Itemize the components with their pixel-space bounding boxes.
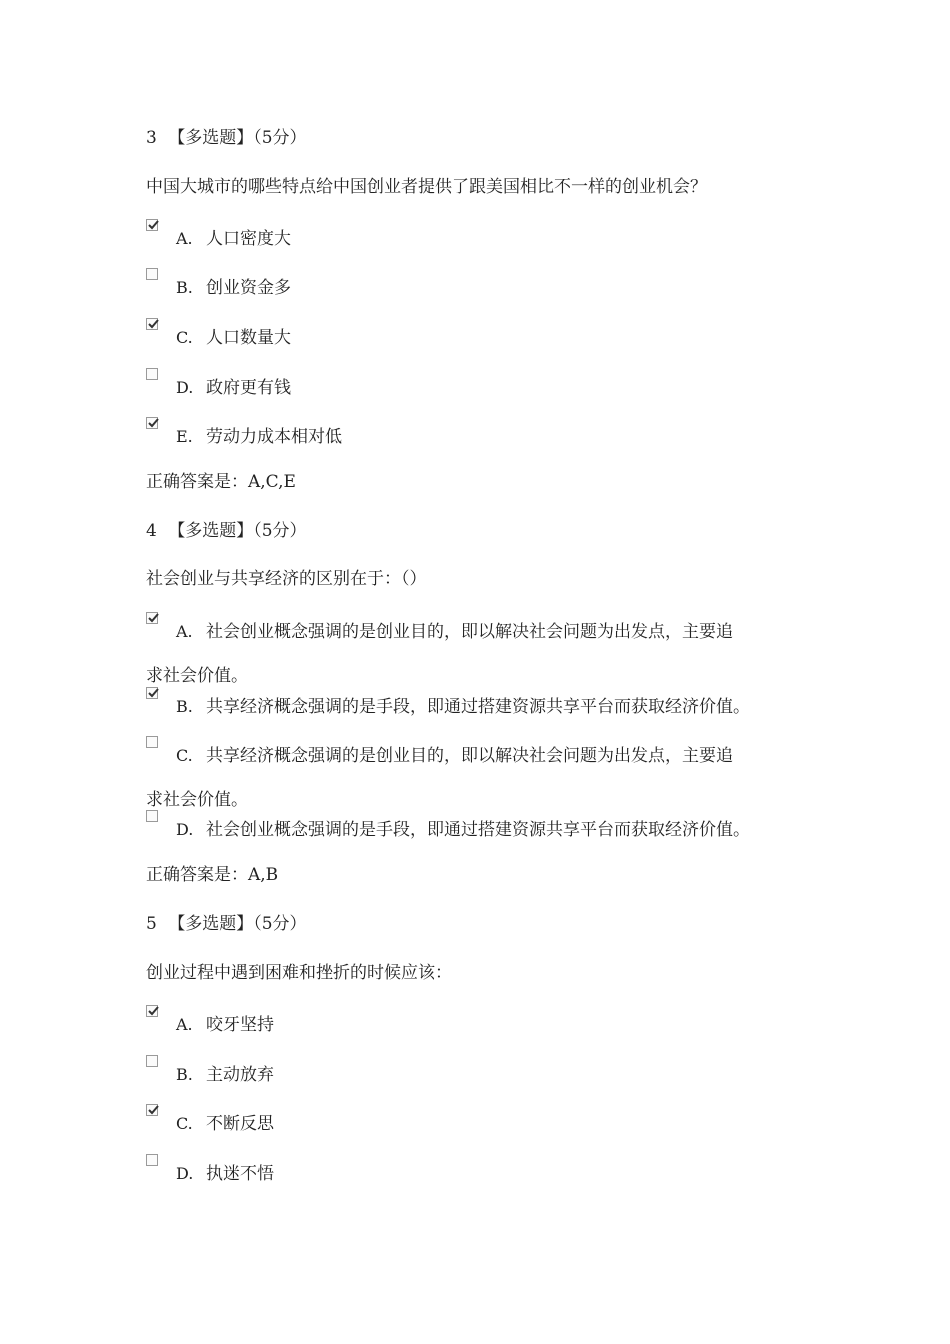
option-letter: A.: [176, 229, 193, 248]
option-letter: D.: [176, 820, 194, 839]
checkmark-icon: [147, 417, 160, 429]
checkmark-icon: [147, 1104, 160, 1116]
question-score: （5分）: [253, 521, 307, 541]
correct-answer: 正确答案是：A,B: [146, 865, 279, 885]
question-type: 【多选题】: [168, 521, 254, 541]
option-letter: C.: [176, 328, 193, 347]
checkmark-icon: [147, 687, 160, 699]
checkbox-unchecked[interactable]: [146, 268, 158, 280]
checkbox-unchecked[interactable]: [146, 368, 158, 380]
option-text: 共享经济概念强调的是创业目的，即以解决社会问题为出发点，主要追: [206, 746, 733, 766]
option-text: 社会创业概念强调的是创业目的，即以解决社会问题为出发点，主要追: [206, 622, 733, 642]
checkbox-checked[interactable]: [146, 417, 158, 429]
question-header: [146, 521, 307, 541]
option-text: 创业资金多: [206, 278, 291, 298]
option-text: 政府更有钱: [206, 378, 291, 398]
question-text: 社会创业与共享经济的区别在于：（）: [146, 569, 427, 589]
checkmark-icon: [147, 612, 160, 624]
option-letter: A.: [176, 1015, 193, 1034]
option-text-continuation: 求社会价值。: [146, 790, 248, 810]
question-number: 5: [146, 914, 157, 934]
question-number: 4: [146, 521, 157, 541]
correct-answer: 正确答案是：A,C,E: [146, 472, 296, 492]
option-text: 共享经济概念强调的是手段，即通过搭建资源共享平台而获取经济价值。: [206, 697, 750, 717]
option-letter: B.: [176, 278, 193, 297]
checkmark-icon: [147, 1005, 160, 1017]
checkbox-checked[interactable]: [146, 612, 158, 624]
question-type: 【多选题】: [168, 914, 254, 934]
option-letter: C.: [176, 746, 193, 765]
question-type: 【多选题】: [168, 128, 254, 148]
option-text: 咬牙坚持: [206, 1015, 274, 1035]
option-text-continuation: 求社会价值。: [146, 666, 248, 686]
option-text: 劳动力成本相对低: [206, 427, 342, 447]
question-score: （5分）: [253, 128, 307, 148]
option-text: 主动放弃: [206, 1065, 274, 1085]
checkbox-checked[interactable]: [146, 1104, 158, 1116]
question-header: [146, 128, 307, 148]
checkbox-unchecked[interactable]: [146, 736, 158, 748]
checkbox-checked[interactable]: [146, 219, 158, 231]
option-letter: D.: [176, 378, 194, 397]
checkbox-unchecked[interactable]: [146, 810, 158, 822]
question-text: 创业过程中遇到困难和挫折的时候应该：: [146, 963, 452, 983]
checkbox-checked[interactable]: [146, 1005, 158, 1017]
question-header: [146, 914, 307, 934]
question-text: 中国大城市的哪些特点给中国创业者提供了跟美国相比不一样的创业机会？: [146, 177, 707, 197]
checkbox-checked[interactable]: [146, 318, 158, 330]
option-text: 人口数量大: [206, 328, 291, 348]
checkbox-unchecked[interactable]: [146, 1055, 158, 1067]
option-letter: B.: [176, 697, 193, 716]
checkmark-icon: [147, 219, 160, 231]
option-text: 人口密度大: [206, 229, 291, 249]
checkbox-checked[interactable]: [146, 687, 158, 699]
option-text: 社会创业概念强调的是手段，即通过搭建资源共享平台而获取经济价值。: [206, 820, 750, 840]
option-letter: E.: [176, 427, 193, 446]
option-letter: A.: [176, 622, 193, 641]
option-letter: D.: [176, 1164, 194, 1183]
option-letter: C.: [176, 1114, 193, 1133]
option-text: 不断反思: [206, 1114, 274, 1134]
option-text: 执迷不悟: [206, 1164, 274, 1184]
checkmark-icon: [147, 318, 160, 330]
question-score: （5分）: [253, 914, 307, 934]
checkbox-unchecked[interactable]: [146, 1154, 158, 1166]
option-letter: B.: [176, 1065, 193, 1084]
question-number: 3: [146, 128, 157, 148]
